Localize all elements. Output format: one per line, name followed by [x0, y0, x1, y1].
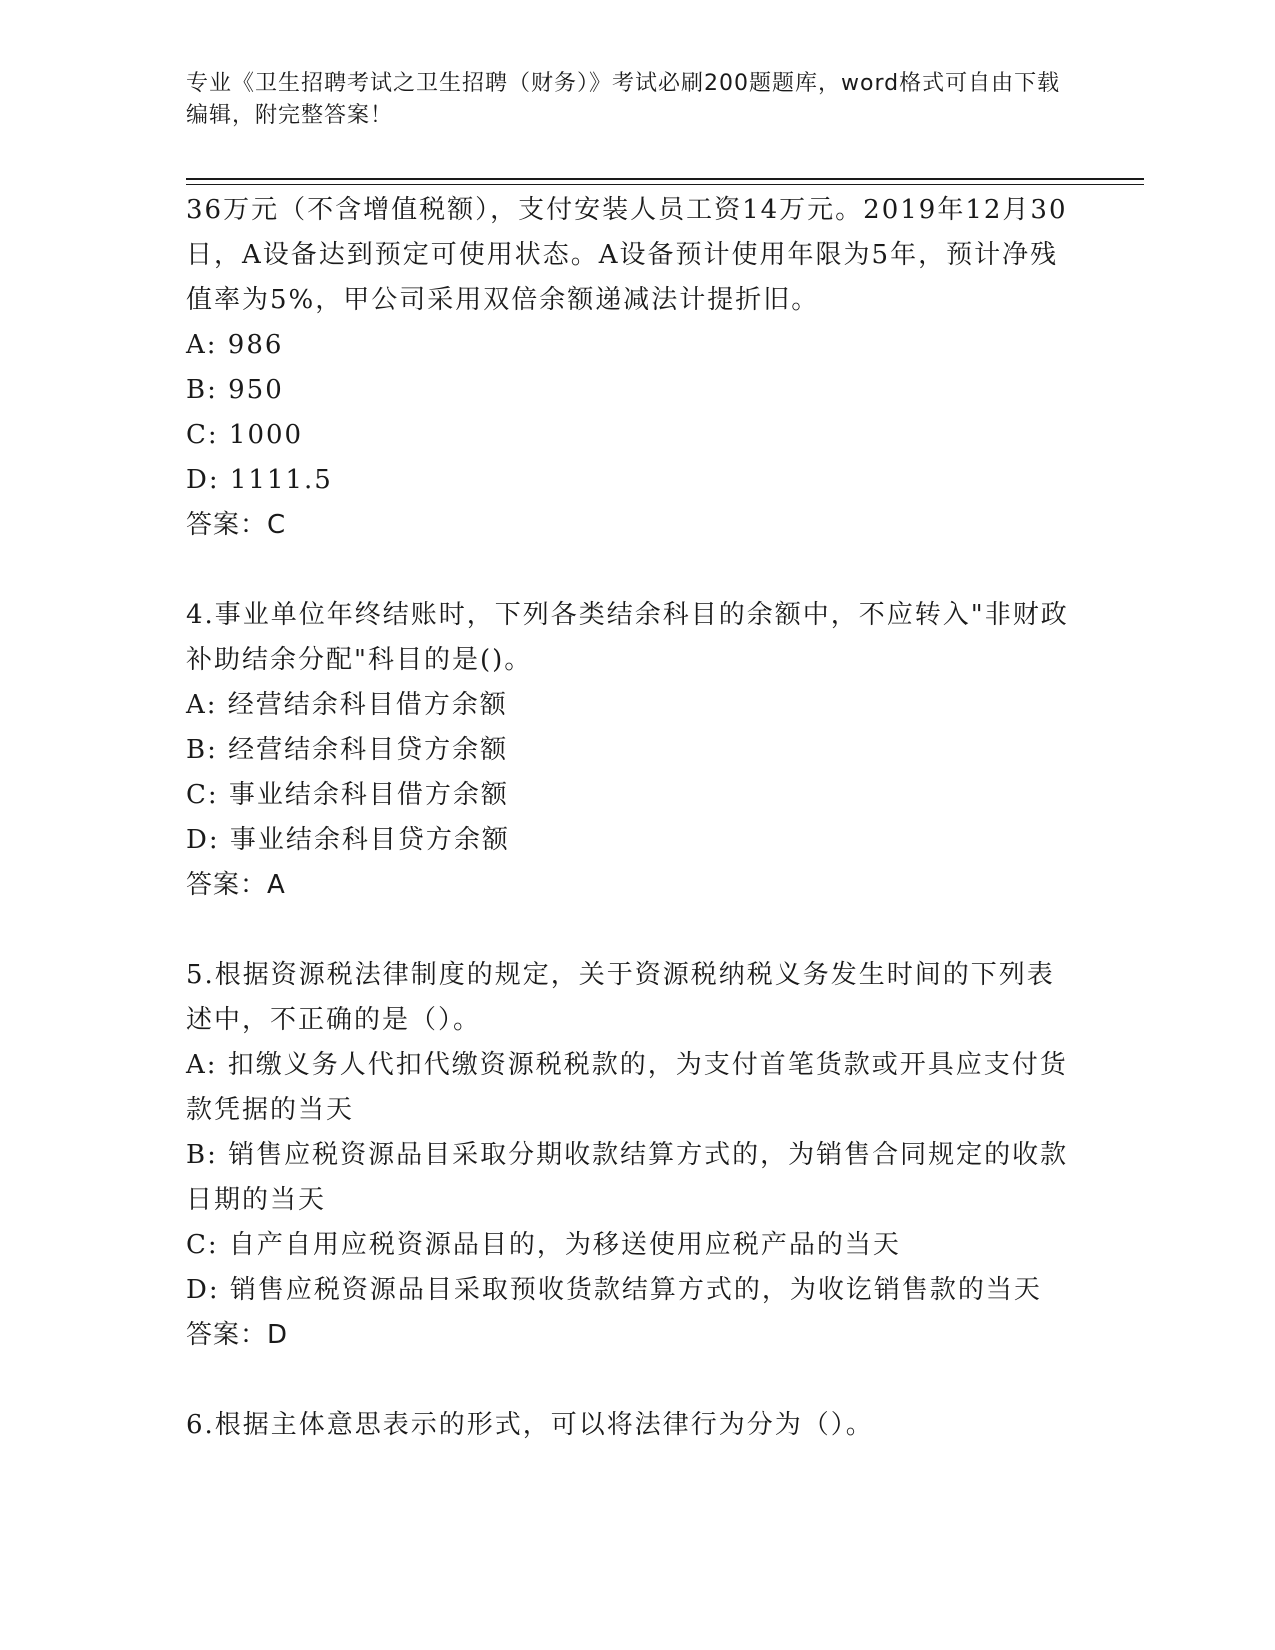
question-3-option-c: C: 1000	[186, 420, 304, 450]
question-5-answer: 答案：D	[186, 1320, 289, 1350]
header-divider-thin	[186, 184, 1144, 185]
spacer	[186, 548, 1076, 593]
question-5-text: 5.根据资源税法律制度的规定，关于资源税纳税义务发生时间的下列表述中，不正确的是（）。	[186, 960, 1055, 1035]
header-divider-thick	[186, 178, 1144, 180]
document-body	[186, 188, 1076, 1448]
question-4-option-b: B: 经营结余科目贷方余额	[186, 735, 509, 765]
question-4-text: 4.事业单位年终结账时，下列各类结余科目的余额中，不应转入"非财政补助结余分配"科目的是()。	[186, 600, 1069, 675]
page-header: 专业《卫生招聘考试之卫生招聘（财务）》考试必刷200题题库，word格式可自由下载编辑，附完整答案！	[186, 71, 1061, 128]
question-5-option-c: C: 自产自用应税资源品目的，为移送使用应税产品的当天	[186, 1230, 901, 1260]
question-5	[186, 953, 1076, 1358]
question-4-option-c: C: 事业结余科目借方余额	[186, 780, 509, 810]
question-4	[186, 593, 1076, 908]
question-3-option-a: A: 986	[186, 330, 284, 360]
question-3-option-d: D: 1111.5	[186, 465, 333, 495]
question-3	[186, 188, 1076, 548]
spacer	[186, 908, 1076, 953]
question-6	[186, 1403, 1076, 1448]
question-4-answer: 答案：A	[186, 870, 286, 900]
question-5-option-b: B: 销售应税资源品目采取分期收款结算方式的，为销售合同规定的收款日期的当天	[186, 1140, 1069, 1215]
question-6-text: 6.根据主体意思表示的形式，可以将法律行为分为（）。	[186, 1410, 874, 1440]
question-3-answer: 答案：C	[186, 510, 287, 540]
spacer	[186, 1358, 1076, 1403]
question-4-option-d: D: 事业结余科目贷方余额	[186, 825, 510, 855]
question-5-option-d: D: 销售应税资源品目采取预收货款结算方式的，为收讫销售款的当天	[186, 1275, 1042, 1305]
question-5-option-a: A: 扣缴义务人代扣代缴资源税税款的，为支付首笔货款或开具应支付货款凭据的当天	[186, 1050, 1068, 1125]
question-3-text: 36万元（不含增值税额），支付安装人员工资14万元。2019年12月30日，A设备达到预定可使用状态。A设备预计使用年限为5年，预计净残值率为5%，甲公司采用双倍余额递减法计提折旧。	[186, 195, 1068, 315]
question-3-option-b: B: 950	[186, 375, 284, 405]
question-4-option-a: A: 经营结余科目借方余额	[186, 690, 508, 720]
